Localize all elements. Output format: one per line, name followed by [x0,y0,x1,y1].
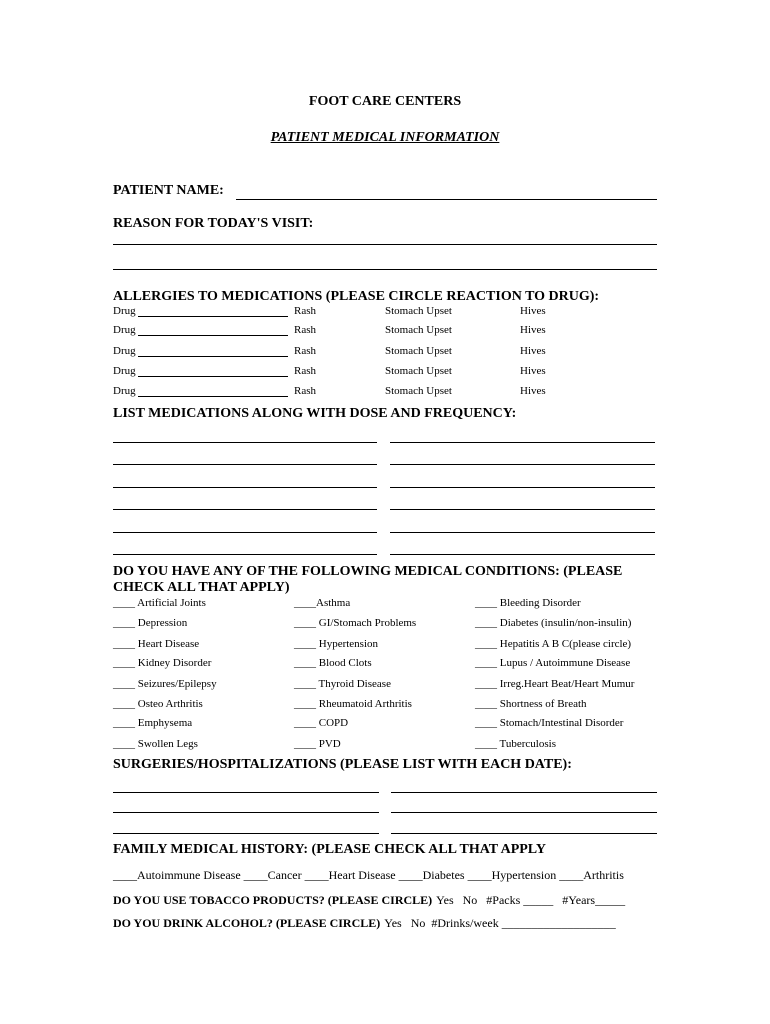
condition-checkbox[interactable]: ____ Emphysema [113,717,193,729]
tobacco-options[interactable]: Yes No #Packs _____ #Years_____ [436,893,626,907]
condition-checkbox[interactable]: ____ PVD [294,738,341,750]
reaction-rash[interactable]: Rash [294,365,316,377]
condition-checkbox[interactable]: ____ Stomach/Intestinal Disorder [475,717,624,729]
surgeries-heading: SURGERIES/HOSPITALIZATIONS (PLEASE LIST WITH EACH DATE): [113,757,572,772]
condition-checkbox[interactable]: ____ Artificial Joints [113,597,206,609]
reaction-hives[interactable]: Hives [520,385,546,397]
form-subtitle: PATIENT MEDICAL INFORMATION [270,130,500,145]
reaction-stomach-upset[interactable]: Stomach Upset [385,365,452,377]
drug-label: Drug [113,345,136,357]
condition-checkbox[interactable]: ____ Hepatitis A B C(please circle) [475,638,632,650]
condition-checkbox[interactable]: ____ Osteo Arthritis [113,698,203,710]
family-history-heading: FAMILY MEDICAL HISTORY: (PLEASE CHECK ALL THAT APPLY [113,842,546,857]
drug-label: Drug [113,365,136,377]
condition-checkbox[interactable]: ____ Kidney Disorder [113,657,212,669]
reaction-stomach-upset[interactable]: Stomach Upset [385,324,452,336]
condition-checkbox[interactable]: ____ Seizures/Epilepsy [113,678,217,690]
condition-checkbox[interactable]: ____Asthma [294,597,351,609]
reaction-rash[interactable]: Rash [294,324,316,336]
medication-field[interactable] [113,554,377,555]
drug-label: Drug [113,305,136,317]
reaction-hives[interactable]: Hives [520,305,546,317]
family-history-items[interactable]: ____Autoimmune Disease ____Cancer ____Heart Disease ____Diabetes ____Hypertension ____Arthritis [113,868,624,882]
condition-checkbox[interactable]: ____ Lupus / Autoimmune Disease [475,657,631,669]
drug-field[interactable] [138,376,288,377]
alcohol-row [113,914,616,932]
condition-checkbox[interactable]: ____ Swollen Legs [113,738,198,750]
medication-field[interactable] [390,554,655,555]
reaction-rash[interactable]: Rash [294,345,316,357]
medication-field[interactable] [113,464,377,465]
condition-checkbox[interactable]: ____ Bleeding Disorder [475,597,581,609]
condition-checkbox[interactable]: ____ Shortness of Breath [475,698,587,710]
medication-field[interactable] [390,464,655,465]
medication-field[interactable] [113,487,377,488]
reason-field-line-2[interactable] [113,269,657,270]
reaction-hives[interactable]: Hives [520,345,546,357]
medication-field[interactable] [113,509,377,510]
drug-label: Drug [113,385,136,397]
reaction-hives[interactable]: Hives [520,324,546,336]
condition-checkbox[interactable]: ____ Heart Disease [113,638,200,650]
conditions-heading-line-1: DO YOU HAVE ANY OF THE FOLLOWING MEDICAL CONDITIONS: (PLEASE [113,564,623,579]
patient-name-field[interactable] [236,199,657,200]
drug-field[interactable] [138,356,288,357]
surgery-field[interactable] [113,833,379,834]
reason-label: REASON FOR TODAY'S VISIT: [113,216,314,231]
medication-field[interactable] [390,532,655,533]
drug-field[interactable] [138,335,288,336]
condition-checkbox[interactable]: ____ COPD [294,717,349,729]
medication-field[interactable] [390,509,655,510]
reaction-stomach-upset[interactable]: Stomach Upset [385,385,452,397]
condition-checkbox[interactable]: ____ Diabetes (insulin/non-insulin) [475,617,632,629]
reaction-stomach-upset[interactable]: Stomach Upset [385,345,452,357]
medication-field[interactable] [113,442,377,443]
surgery-field[interactable] [113,812,379,813]
medication-field[interactable] [390,487,655,488]
alcohol-options[interactable]: Yes No #Drinks/week ___________________ [384,916,616,930]
conditions-heading-line-2: CHECK ALL THAT APPLY) [113,580,290,595]
medication-field[interactable] [390,442,655,443]
drug-field[interactable] [138,316,288,317]
surgery-field[interactable] [113,792,379,793]
reaction-stomach-upset[interactable]: Stomach Upset [385,305,452,317]
reason-field-line-1[interactable] [113,244,657,245]
tobacco-question: DO YOU USE TOBACCO PRODUCTS? (PLEASE CIRCLE) [113,893,433,907]
condition-checkbox[interactable]: ____ GI/Stomach Problems [294,617,417,629]
condition-checkbox[interactable]: ____ Tuberculosis [475,738,556,750]
surgery-field[interactable] [391,792,657,793]
condition-checkbox[interactable]: ____ Thyroid Disease [294,678,391,690]
condition-checkbox[interactable]: ____ Irreg.Heart Beat/Heart Mumur [475,678,635,690]
condition-checkbox[interactable]: ____ Hypertension [294,638,379,650]
tobacco-row [113,891,625,909]
surgery-field[interactable] [391,812,657,813]
allergies-heading: ALLERGIES TO MEDICATIONS (PLEASE CIRCLE REACTION TO DRUG): [113,289,600,304]
form-title: FOOT CARE CENTERS [308,94,462,109]
condition-checkbox[interactable]: ____ Blood Clots [294,657,372,669]
condition-checkbox[interactable]: ____ Depression [113,617,188,629]
drug-label: Drug [113,324,136,336]
drug-field[interactable] [138,396,288,397]
alcohol-question: DO YOU DRINK ALCOHOL? (PLEASE CIRCLE) [113,916,381,930]
reaction-rash[interactable]: Rash [294,305,316,317]
reaction-rash[interactable]: Rash [294,385,316,397]
reaction-hives[interactable]: Hives [520,365,546,377]
medication-field[interactable] [113,532,377,533]
medications-heading: LIST MEDICATIONS ALONG WITH DOSE AND FREQUENCY: [113,406,517,421]
condition-checkbox[interactable]: ____ Rheumatoid Arthritis [294,698,412,710]
patient-name-label: PATIENT NAME: [113,183,224,198]
surgery-field[interactable] [391,833,657,834]
